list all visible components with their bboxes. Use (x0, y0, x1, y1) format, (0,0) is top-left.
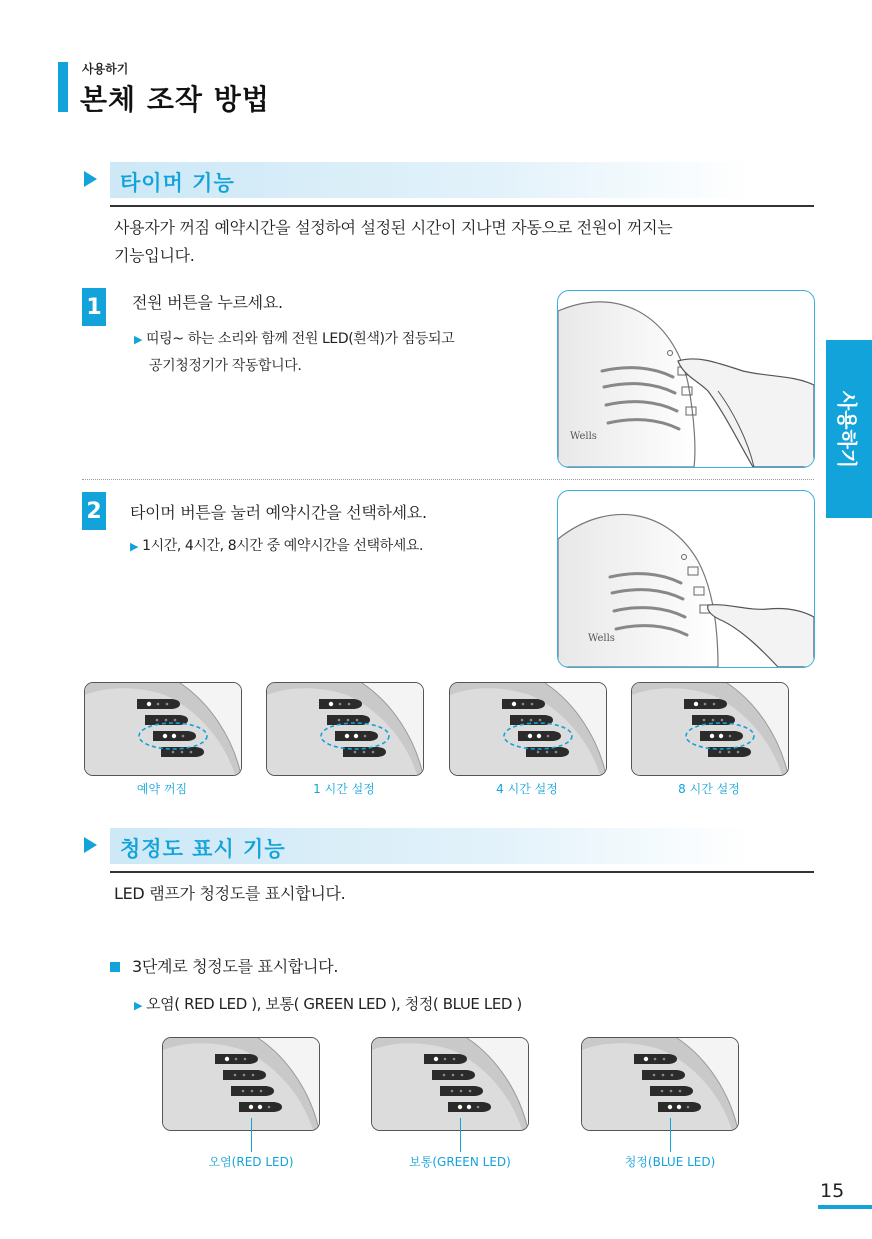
thumbnail-caption: 보통(GREEN LED) (409, 1155, 511, 1169)
step1-detail-line: 공기청정기가 작동합니다. (149, 358, 302, 374)
photo-power-button (557, 290, 815, 468)
clean-description: LED 램프가 청정도를 표시합니다. (114, 884, 346, 903)
triangle-bullet-icon: ▶ (134, 333, 143, 346)
thumbnail-caption: 4 시간 설정 (496, 782, 558, 796)
step-number-2: 2 (82, 492, 106, 530)
callout-line (251, 1118, 252, 1152)
clean-thumbnail (371, 1037, 529, 1131)
thumbnail-caption: 8 시간 설정 (678, 782, 740, 796)
step2-detail-line: 1시간, 4시간, 8시간 중 예약시간을 선택하세요. (142, 538, 424, 554)
clean-bullet-text: 3단계로 청정도를 표시합니다. (132, 957, 339, 976)
section-divider (110, 205, 814, 207)
timer-description (114, 214, 794, 270)
thumbnail-caption: 오염(RED LED) (208, 1155, 294, 1169)
clean-led-colors-text: 오염( RED LED ), 보통( GREEN LED ), 청정( BLUE LED ) (146, 995, 522, 1013)
step1-detail-line: 띠링~ 하는 소리와 함께 전원 LED(흰색)가 점등되고 (146, 331, 455, 347)
timer-desc-line: 기능입니다. (114, 246, 195, 265)
section-arrow-icon (84, 171, 97, 187)
timer-desc-line: 사용자가 꺼짐 예약시간을 설정하여 설정된 시간이 지나면 자동으로 전원이 꺼지는 (114, 218, 673, 237)
timer-thumbnail (631, 682, 789, 776)
step2-detail (130, 533, 423, 560)
callout-line (670, 1118, 671, 1152)
header-accent-bar (58, 62, 68, 112)
timer-thumbnail (449, 682, 607, 776)
step-number-1: 1 (82, 288, 106, 326)
section-title-timer: 타이머 기능 (120, 171, 235, 195)
clean-thumbnail (162, 1037, 320, 1131)
step-separator (82, 479, 814, 480)
brand-logo: Wells (588, 633, 615, 644)
step1-instruction: 전원 버튼을 누르세요. (132, 293, 283, 312)
timer-thumbnail (266, 682, 424, 776)
page-title: 본체 조작 방법 (80, 83, 270, 116)
side-tab-label: 사용하기 (835, 390, 860, 468)
step1-detail (134, 326, 454, 379)
section-arrow-icon (84, 837, 97, 853)
clean-thumbnail (581, 1037, 739, 1131)
photo-timer-button (557, 490, 815, 668)
clean-led-colors (134, 991, 522, 1019)
thumbnail-caption: 예약 꺼짐 (136, 782, 188, 796)
side-chapter-tab (826, 340, 872, 518)
section-title-clean: 청정도 표시 기능 (120, 837, 286, 861)
triangle-bullet-icon: ▶ (134, 999, 143, 1012)
callout-line (460, 1118, 461, 1152)
thumbnail-caption: 1 시간 설정 (313, 782, 375, 796)
page-number-underline (818, 1205, 872, 1209)
timer-thumbnail (84, 682, 242, 776)
triangle-bullet-icon: ▶ (130, 540, 139, 553)
thumbnail-caption: 청정(BLUE LED) (624, 1155, 716, 1169)
section-label: 사용하기 (82, 62, 129, 76)
page-number: 15 (820, 1180, 845, 1202)
brand-logo: Wells (570, 431, 597, 442)
square-bullet-icon (110, 962, 120, 972)
section-divider (110, 871, 814, 873)
step2-instruction: 타이머 버튼을 눌러 예약시간을 선택하세요. (130, 503, 427, 522)
